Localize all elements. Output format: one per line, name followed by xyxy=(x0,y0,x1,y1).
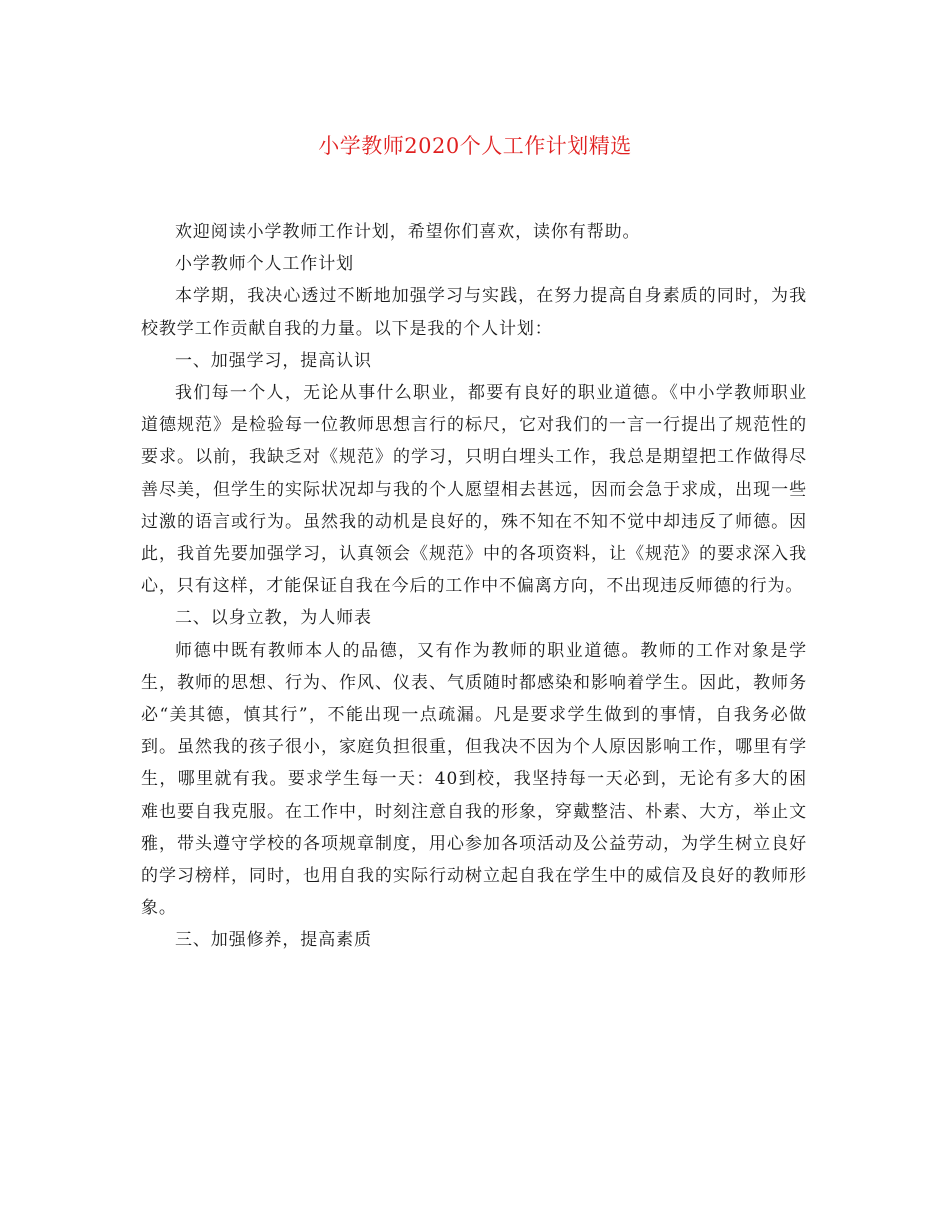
paragraph-section-2: 师德中既有教师本人的品德，又有作为教师的职业道德。教师的工作对象是学生，教师的思想、行为、作风、仪表、气质随时都感染和影响着学生。因此，教师务必“美其德，慎其行”，不能出现一点疏漏。凡是要求学生做到的事情，自我务必做到。虽然我的孩子很小，家庭负担很重，但我决不因为个人原因影响工作，哪里有学生，哪里就有我。要求学生每一天：40到校，我坚持每一天必到，无论有多大的困难也要自我克服。在工作中，时刻注意自我的形象，穿戴整洁、朴素、大方，举止文雅，带头遵守学校的各项规章制度，用心参加各项活动及公益劳动，为学生树立良好的学习榜样，同时，也用自我的实际行动树立起自我在学生中的威信及良好的教师形象。 xyxy=(141,640,807,919)
paragraph-section-1: 我们每一个人，无论从事什么职业，都要有良好的职业道德。《中小学教师职业道德规范》是检验每一位教师思想言行的标尺，它对我们的一言一行提出了规范性的要求。以前，我缺乏对《规范》的学习，只明白埋头工作，我总是期望把工作做得尽善尽美，但学生的实际状况却与我的个人愿望相去甚远，因而会急于求成，出现一些过激的语言或行为。虽然我的动机是良好的，殊不知在不知不觉中却违反了师德。因此，我首先要加强学习，认真领会《规范》中的各项资料，让《规范》的要求深入我心，只有这样，才能保证自我在今后的工作中不偏离方向，不出现违反师德的行为。 xyxy=(141,383,807,597)
paragraph-intro: 欢迎阅读小学教师工作计划，希望你们喜欢，读你有帮助。 xyxy=(175,222,641,242)
document-body xyxy=(141,216,807,957)
section-heading-3: 三、加强修养，提高素质 xyxy=(175,930,372,951)
section-heading-1: 一、加强学习，提高认识 xyxy=(175,350,372,371)
paragraph-subtitle: 小学教师个人工作计划 xyxy=(175,254,354,275)
paragraph-preface: 本学期，我决心透过不断地加强学习与实践，在努力提高自身素质的同时，为我校教学工作贡献自我的力量。以下是我的个人计划： xyxy=(141,286,807,339)
document-title: 小学教师2020个人工作计划精选 xyxy=(318,134,632,158)
section-heading-2: 二、以身立教，为人师表 xyxy=(175,608,372,629)
